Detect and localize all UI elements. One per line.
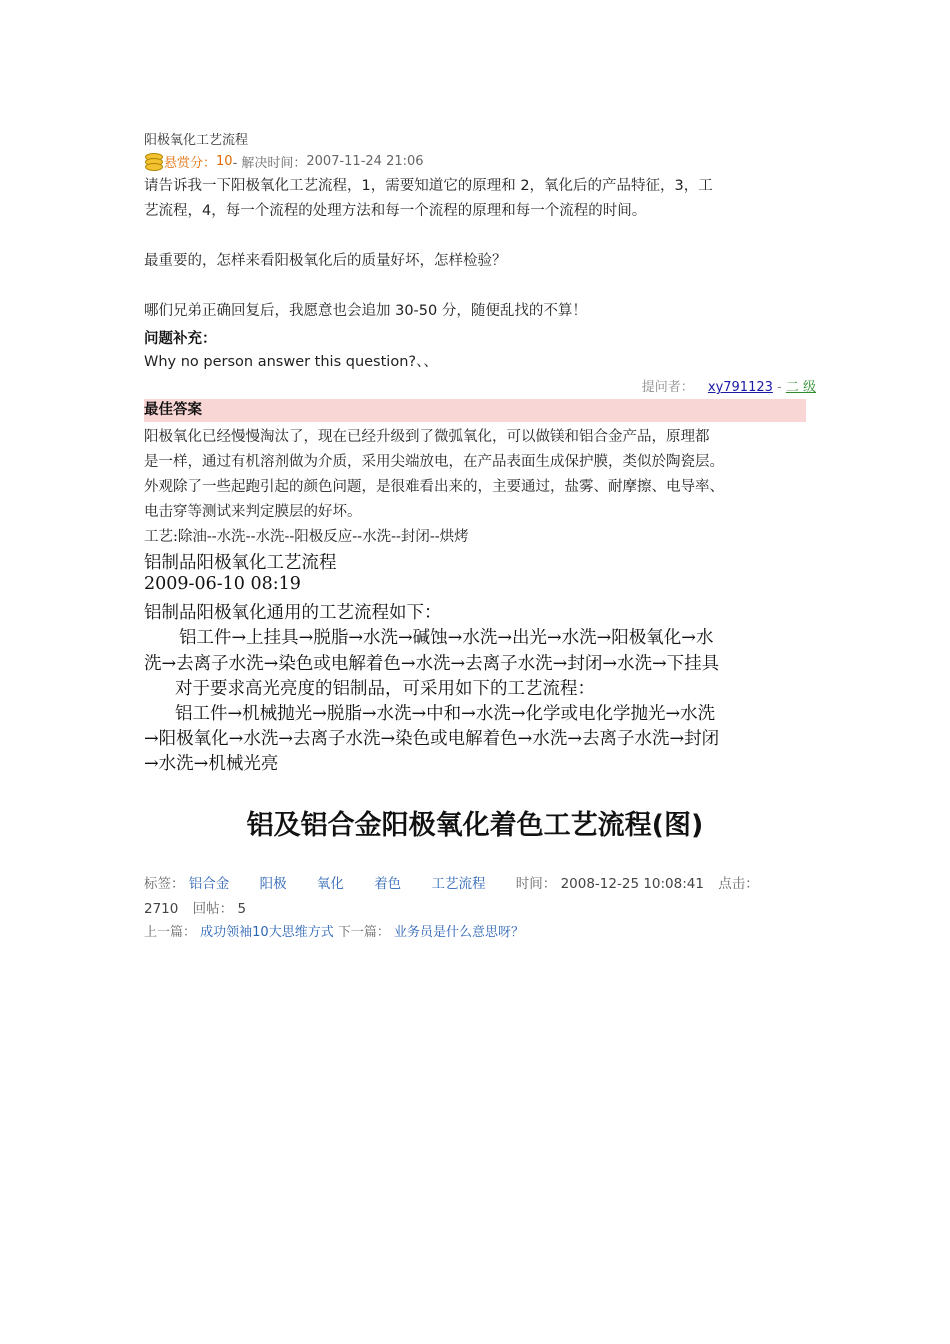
tag-link[interactable]: 阳极 (259, 876, 287, 892)
supplement-heading: 问题补充： (144, 331, 217, 347)
answer-line: 电击穿等测试来判定膜层的好坏。 (144, 504, 362, 520)
coin-icon (144, 153, 162, 171)
flow-line: 铝工件→机械抛光→脱脂→水洗→中和→水洗→化学或电化学抛光→水洗 (175, 704, 716, 724)
answer-process: 工艺:除油--水洗--水洗--阳极反应--水洗--封闭--烘烤 (144, 529, 469, 545)
question-meta (144, 152, 424, 171)
replies-label: 回帖： (192, 901, 234, 917)
solve-time: 2007-11-24 21:06 (306, 154, 424, 169)
flow-line: →水洗→机械光亮 (144, 754, 279, 774)
prev-article-link[interactable]: 成功领袖10大思维方式 (200, 925, 334, 940)
stats-line (144, 897, 246, 917)
question-body-line: 最重要的，怎样来看阳极氧化后的质量好坏，怎样检验？ (144, 253, 507, 269)
tag-link[interactable]: 工艺流程 (431, 876, 486, 892)
reward-label: 悬赏分： (164, 156, 217, 171)
clicks-label: 点击： (718, 876, 759, 892)
asker-name-link[interactable]: xy791123 (707, 380, 773, 395)
tag-link[interactable]: 氧化 (316, 876, 344, 892)
tags-label: 标签： (144, 876, 185, 892)
next-article-link[interactable]: 业务员是什么意思呀？ (394, 925, 525, 940)
replies-value: 5 (237, 901, 247, 917)
article-date: 2009-06-10 08:19 (144, 574, 301, 594)
asker-sep: - (777, 380, 786, 395)
asker-label: 提问者： (641, 380, 694, 395)
tags-line (144, 872, 759, 892)
answer-line: 是一样，通过有机溶剂做为介质，采用尖端放电，在产品表面生成保护膜，类似於陶瓷层。 (144, 454, 724, 470)
flow-line: 洗→去离子水洗→染色或电解着色→水洗→去离子水洗→封闭→水洗→下挂具 (144, 654, 720, 674)
article-intro: 铝制品阳极氧化通用的工艺流程如下： (144, 603, 442, 623)
answer-line: 外观除了一些起跑引起的颜色问题，是很难看出来的，主要通过，盐雾、耐摩擦、电导率、 (144, 479, 724, 495)
prev-label: 上一篇： (144, 925, 197, 940)
question-title: 阳极氧化工艺流程 (144, 133, 249, 148)
tag-link[interactable]: 铝合金 (188, 876, 230, 892)
asker-line (642, 376, 816, 395)
answer-line: 阳极氧化已经慢慢淘汰了，现在已经升级到了微弧氧化，可以做镁和铝合金产品，原理都 (144, 429, 710, 445)
article-title: 铝制品阳极氧化工艺流程 (144, 553, 337, 573)
flow-line: 铝工件→上挂具→脱脂→水洗→碱蚀→水洗→出光→水洗→阳极氧化→水 (179, 628, 714, 648)
article-intro-2: 对于要求高光亮度的铝制品，可采用如下的工艺流程： (175, 679, 595, 699)
best-answer-heading: 最佳答案 (144, 399, 806, 422)
reward-value: 10 (216, 154, 233, 169)
clicks-value: 2710 (144, 901, 179, 917)
question-body-line: 哪们兄弟正确回复后，我愿意也会追加 30-50 分，随便乱找的不算！ (144, 303, 587, 319)
question-body-line: 请告诉我一下阳极氧化工艺流程，1，需要知道它的原理和 2，氧化后的产品特征，3，工 (144, 178, 713, 194)
question-body-line: 艺流程，4，每一个流程的处理方法和每一个流程的原理和每一个流程的时间。 (144, 203, 647, 219)
next-label: 下一篇： (337, 925, 390, 940)
asker-level-link[interactable]: 二 级 (785, 380, 816, 395)
post-time: 2008-12-25 10:08:41 (560, 876, 704, 892)
solve-label: - 解决时间： (232, 156, 307, 171)
prev-next-nav (144, 921, 524, 940)
article2-title: 铝及铝合金阳极氧化着色工艺流程(图) (246, 810, 704, 841)
flow-line: →阳极氧化→水洗→去离子水洗→染色或电解着色→水洗→去离子水洗→封闭 (144, 729, 720, 749)
tag-link[interactable]: 着色 (374, 876, 402, 892)
supplement-text: Why no person answer this question?、、 (144, 354, 438, 370)
time-label: 时间： (515, 876, 557, 892)
